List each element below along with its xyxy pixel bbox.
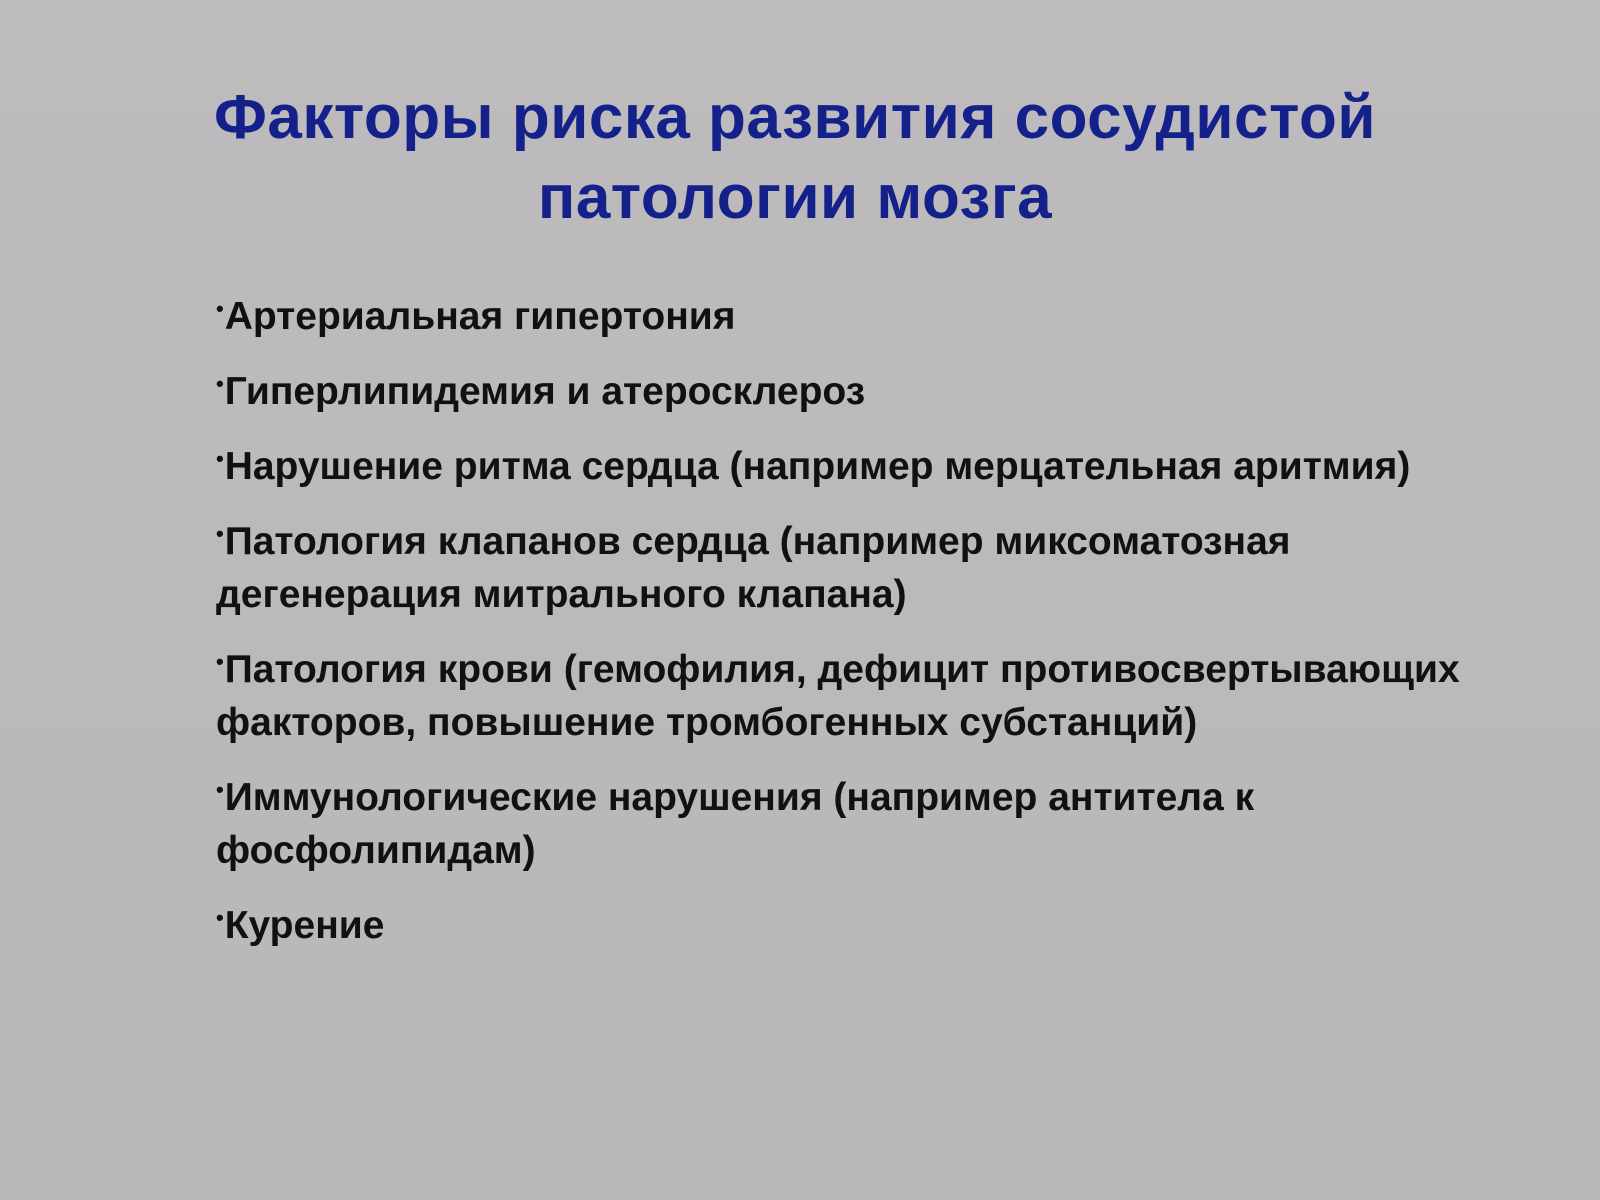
list-item-text: Патология крови (гемофилия, дефицит противосвертывающих факторов, повышение тромбогенных субстанций) (216, 648, 1460, 744)
bullet-icon: • (216, 777, 224, 802)
bullet-icon: • (216, 296, 224, 321)
list-item (216, 643, 1476, 749)
list-item-text: Патология клапанов сердца (например миксоматозная дегенерация митрального клапана) (216, 520, 1291, 616)
list-item (216, 515, 1476, 621)
list-item (216, 899, 1476, 952)
bullet-icon: • (216, 905, 224, 930)
risk-factor-list (216, 290, 1476, 974)
bullet-icon: • (216, 446, 224, 471)
list-item (216, 365, 1476, 418)
list-item-text: Курение (224, 904, 385, 947)
slide-title: Факторы риска развития сосудистой патологии мозга (213, 83, 1377, 232)
list-item-text: Иммунологические нарушения (например антитела к фосфолипидам) (216, 776, 1255, 872)
list-item-text: Нарушение ритма сердца (например мерцательная аритмия) (224, 445, 1411, 488)
list-item (216, 771, 1476, 877)
bullet-icon: • (216, 521, 224, 546)
list-item-text: Артериальная гипертония (224, 295, 736, 338)
bullet-icon: • (216, 649, 224, 674)
list-item-text: Гиперлипидемия и атеросклероз (224, 370, 866, 413)
list-item (216, 440, 1476, 493)
bullet-icon: • (216, 371, 224, 396)
list-item (216, 290, 1476, 343)
